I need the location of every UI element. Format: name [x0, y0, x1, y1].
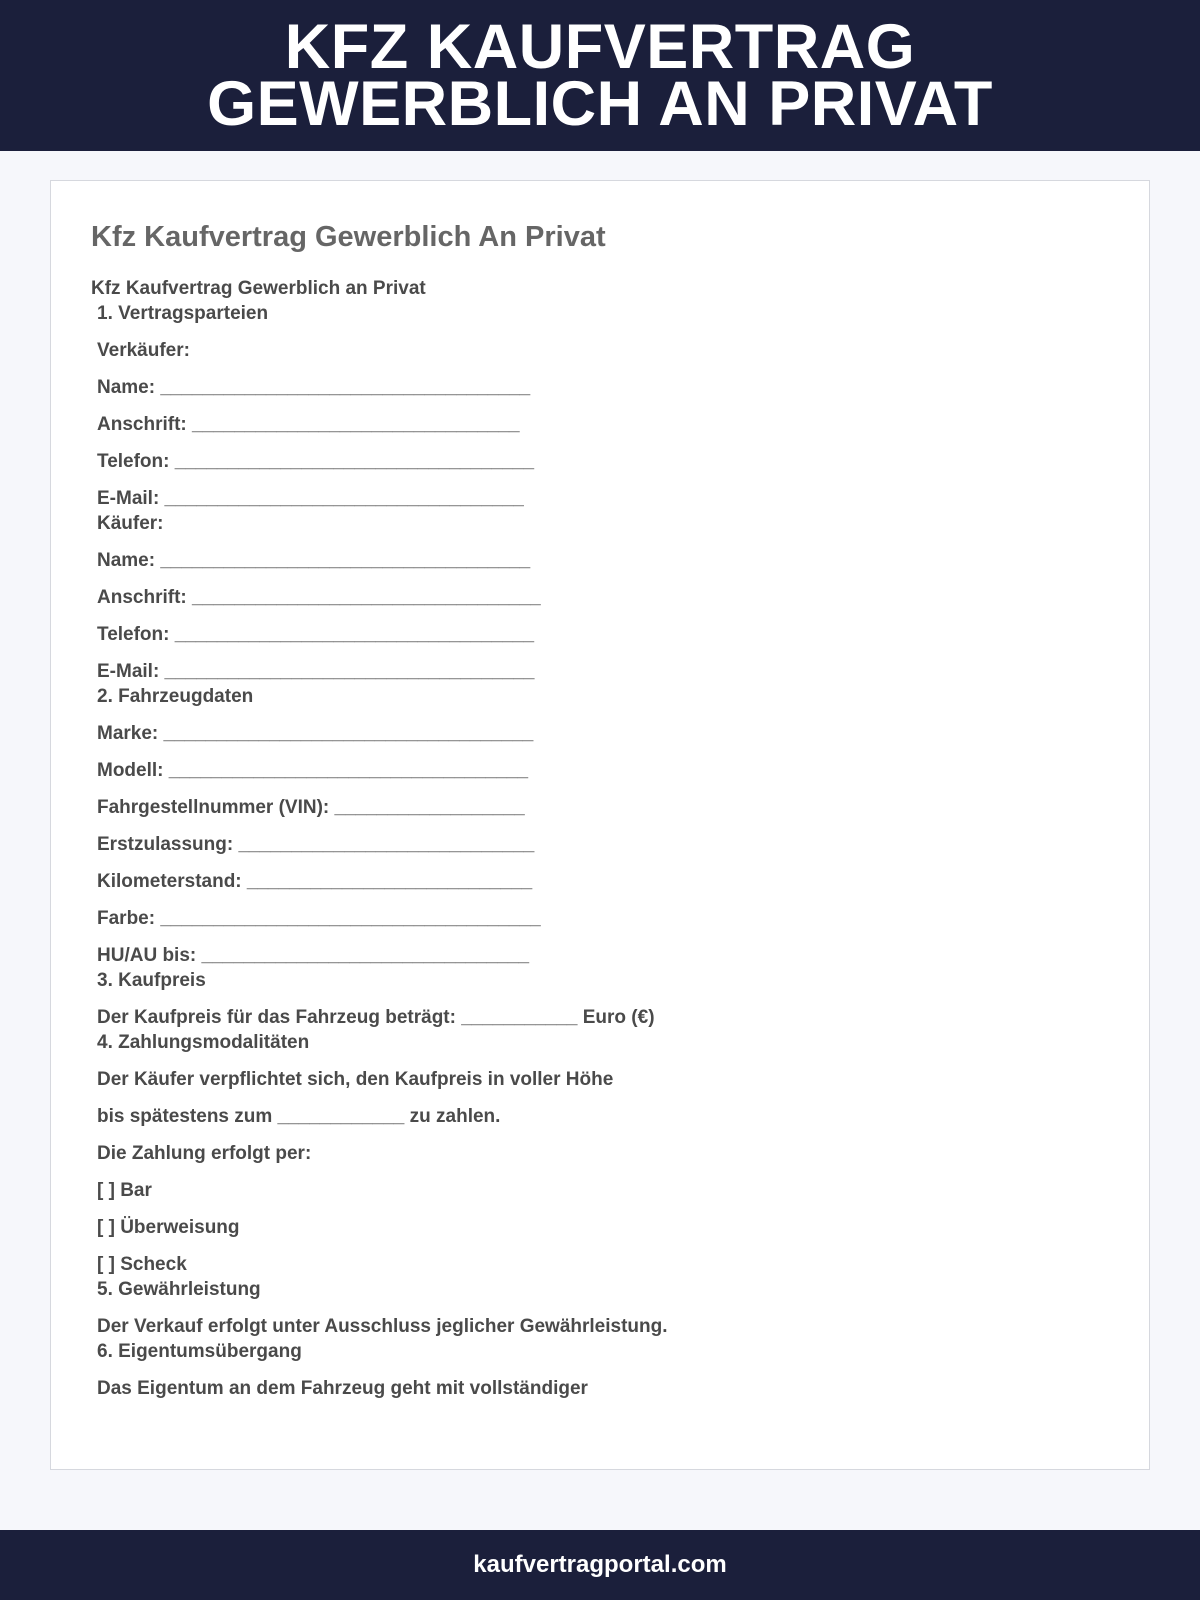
section-heading-eigentumsuebergang: 6. Eigentumsübergang — [97, 1341, 302, 1362]
payment-option-cash: [ ] Bar — [97, 1180, 152, 1201]
document-title: Kfz Kaufvertrag Gewerblich An Privat — [91, 221, 606, 253]
seller-name-field: Name: ___________________________________ — [97, 377, 531, 398]
banner-title-line-1: KFZ KAUFVERTRAG — [284, 11, 916, 82]
footer-bar — [0, 1530, 1200, 1600]
section-heading-fahrzeugdaten: 2. Fahrzeugdaten — [97, 686, 254, 707]
purchase-price-text: Der Kaufpreis für das Fahrzeug beträgt: ___________ Euro (€) — [97, 1007, 655, 1028]
seller-label: Verkäufer: — [97, 340, 190, 361]
header-banner — [0, 0, 1200, 151]
payment-obligation-text: Der Käufer verpflichtet sich, den Kaufpreis in voller Höhe — [97, 1069, 614, 1090]
buyer-email-field: E-Mail: ___________________________________ — [97, 661, 535, 682]
buyer-address-field: Anschrift: _________________________________ — [97, 587, 541, 608]
ownership-transfer-text: Das Eigentum an dem Fahrzeug geht mit vollständiger — [97, 1378, 588, 1399]
vehicle-model-field: Modell: __________________________________ — [97, 760, 529, 781]
section-heading-zahlungsmodalitaeten: 4. Zahlungsmodalitäten — [97, 1032, 310, 1053]
section-heading-kaufpreis: 3. Kaufpreis — [97, 970, 206, 991]
vehicle-inspection-field: HU/AU bis: _______________________________ — [97, 945, 530, 966]
vehicle-brand-field: Marke: ___________________________________ — [97, 723, 534, 744]
vehicle-vin-field: Fahrgestellnummer (VIN): __________________ — [97, 797, 525, 818]
document-card — [50, 180, 1150, 1470]
vehicle-color-field: Farbe: ____________________________________ — [97, 908, 541, 929]
banner-title-line-2: GEWERBLICH AN PRIVAT — [207, 68, 993, 139]
buyer-label: Käufer: — [97, 513, 164, 534]
payment-deadline-text: bis spätestens zum ____________ zu zahlen. — [97, 1106, 501, 1127]
payment-option-cheque: [ ] Scheck — [97, 1254, 187, 1275]
vehicle-registration-field: Erstzulassung: ____________________________ — [97, 834, 535, 855]
document-subtitle: Kfz Kaufvertrag Gewerblich an Privat — [91, 278, 426, 299]
footer-site-name: kaufvertragportal.com — [473, 1551, 727, 1578]
payment-option-transfer: [ ] Überweisung — [97, 1217, 240, 1238]
seller-email-field: E-Mail: __________________________________ — [97, 488, 524, 509]
buyer-name-field: Name: ___________________________________ — [97, 550, 531, 571]
seller-phone-field: Telefon: __________________________________ — [97, 451, 535, 472]
section-heading-gewaehrleistung: 5. Gewährleistung — [97, 1279, 261, 1300]
section-heading-vertragsparteien: 1. Vertragsparteien — [97, 303, 269, 324]
seller-address-field: Anschrift: _______________________________ — [97, 414, 520, 435]
warranty-text: Der Verkauf erfolgt unter Ausschluss jeglicher Gewährleistung. — [97, 1316, 668, 1337]
vehicle-mileage-field: Kilometerstand: ___________________________ — [97, 871, 533, 892]
buyer-phone-field: Telefon: __________________________________ — [97, 624, 535, 645]
payment-method-label: Die Zahlung erfolgt per: — [97, 1143, 312, 1164]
